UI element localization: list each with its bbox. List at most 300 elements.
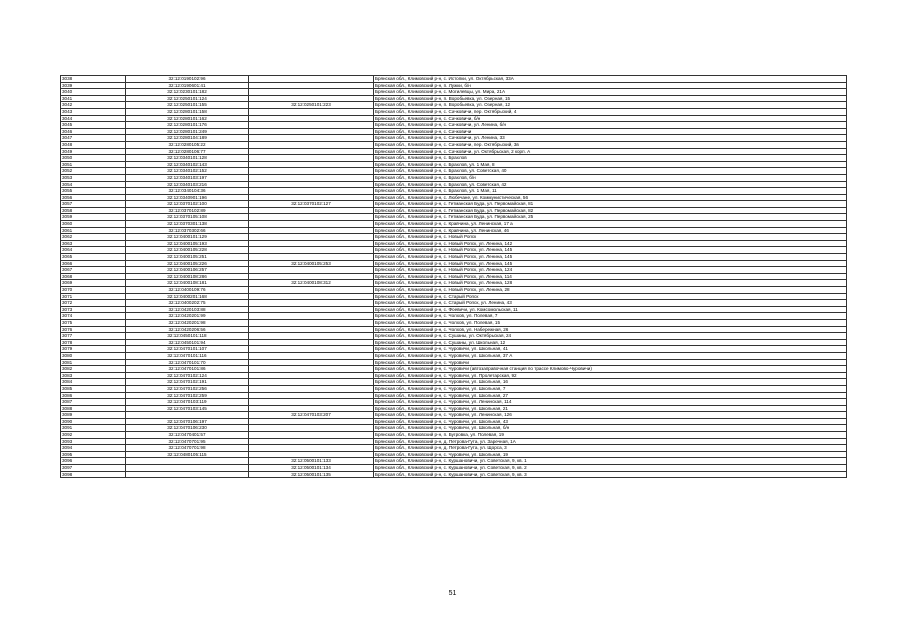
table-row: [61, 148, 847, 155]
cadastral-number-cell: 32:12:0470101:86: [126, 366, 249, 373]
row-number-cell: 3073: [61, 306, 126, 313]
row-number-cell: 3049: [61, 148, 126, 155]
cadastral-number-cell: [126, 458, 249, 465]
address-cell: Брянская обл., Климовский р-н, с. Сачковичи, б/н: [374, 115, 847, 122]
linked-cadastral-number-cell: [249, 379, 374, 386]
address-cell: Брянская обл., Климовский р-н, с. Сачковичи, ул. Октябрьская, 2 корп. А: [374, 148, 847, 155]
table-row: [61, 326, 847, 333]
row-number-cell: 3050: [61, 155, 126, 162]
cadastral-number-cell: 32:12:0420201:99: [126, 313, 249, 320]
row-number-cell: 3064: [61, 247, 126, 254]
cadastral-number-cell: 32:12:0480105:115: [126, 451, 249, 458]
table-row: [61, 174, 847, 181]
row-number-cell: 3044: [61, 115, 126, 122]
address-cell: Брянская обл., Климовский р-н, п. Лужки, б/н: [374, 82, 847, 89]
linked-cadastral-number-cell: [249, 148, 374, 155]
address-cell: Брянская обл., Климовский р-н, с. Новый Ропск, ул. Ленина, 114: [374, 273, 847, 280]
table-row: [61, 240, 847, 247]
table-row: [61, 141, 847, 148]
row-number-cell: 3067: [61, 267, 126, 274]
address-cell: Брянская обл., Климовский р-н, с. Новый Ропск, ул. Ленина, 124: [374, 267, 847, 274]
linked-cadastral-number-cell: [249, 135, 374, 142]
linked-cadastral-number-cell: [249, 254, 374, 261]
address-cell: Брянская обл., Климовский р-н, п. Воробьевка, ул. Озерная, 15: [374, 95, 847, 102]
linked-cadastral-number-cell: [249, 155, 374, 162]
linked-cadastral-number-cell: [249, 392, 374, 399]
address-cell: Брянская обл., Климовский р-н, с. Чолхов, ул. Полевая, 7: [374, 313, 847, 320]
linked-cadastral-number-cell: [249, 352, 374, 359]
row-number-cell: 3077: [61, 333, 126, 340]
address-cell: Брянская обл., Климовский р-н, с. Брахлов, ул. 1 Мая, 11: [374, 188, 847, 195]
table-row: [61, 122, 847, 129]
cadastral-number-cell: 32:12:0190601:41: [126, 82, 249, 89]
row-number-cell: 3074: [61, 313, 126, 320]
cadastral-number-cell: 32:12:0400105:251: [126, 254, 249, 261]
row-number-cell: 3081: [61, 359, 126, 366]
address-cell: Брянская обл., Климовский р-н, с. Новый Ропск: [374, 234, 847, 241]
row-number-cell: 3041: [61, 95, 126, 102]
cadastral-number-cell: 32:12:0470106:197: [126, 418, 249, 425]
linked-cadastral-number-cell: [249, 214, 374, 221]
linked-cadastral-number-cell: [249, 339, 374, 346]
table-row: [61, 135, 847, 142]
row-number-cell: 3062: [61, 234, 126, 241]
table-row: [61, 247, 847, 254]
row-number-cell: 3080: [61, 352, 126, 359]
table-row: [61, 260, 847, 267]
linked-cadastral-number-cell: [249, 385, 374, 392]
linked-cadastral-number-cell: 32:12:0500101:133: [249, 458, 374, 465]
linked-cadastral-number-cell: [249, 359, 374, 366]
cadastral-number-cell: 32:12:0250101:124: [126, 95, 249, 102]
table-row: [61, 445, 847, 452]
cadastral-number-cell: 32:12:0470103:145: [126, 405, 249, 412]
cadastral-number-cell: 32:12:0250101:155: [126, 102, 249, 109]
row-number-cell: 3090: [61, 418, 126, 425]
cadastral-number-cell: 32:12:0470701:98: [126, 445, 249, 452]
cadastral-number-cell: [126, 412, 249, 419]
address-cell: Брянская обл., Климовский р-н, с. Чолхов, ул. Полевая, 15: [374, 319, 847, 326]
address-cell: Брянская обл., Климовский р-н, с. Новый Ропск, ул. Ленина, 145: [374, 260, 847, 267]
row-number-cell: 3070: [61, 287, 126, 294]
cadastral-number-cell: 32:12:0400108:286: [126, 273, 249, 280]
table-row: [61, 346, 847, 353]
row-number-cell: 3087: [61, 399, 126, 406]
table-row: [61, 254, 847, 261]
address-cell: Брянская обл., Климовский р-н, с. Брахлов, б/н: [374, 174, 847, 181]
linked-cadastral-number-cell: [249, 122, 374, 129]
table-row: [61, 339, 847, 346]
row-number-cell: 3093: [61, 438, 126, 445]
cadastral-number-cell: 32:12:0400109:76: [126, 287, 249, 294]
row-number-cell: 3072: [61, 300, 126, 307]
table-row: [61, 313, 847, 320]
linked-cadastral-number-cell: [249, 293, 374, 300]
linked-cadastral-number-cell: 32:12:0470103:207: [249, 412, 374, 419]
row-number-cell: 3063: [61, 240, 126, 247]
cadastral-number-cell: 32:12:0340901:196: [126, 194, 249, 201]
linked-cadastral-number-cell: [249, 300, 374, 307]
row-number-cell: 3048: [61, 141, 126, 148]
row-number-cell: 3045: [61, 122, 126, 129]
row-number-cell: 3095: [61, 451, 126, 458]
address-cell: Брянская обл., Климовский р-н, с. Чолхов, ул. Набережная, 26: [374, 326, 847, 333]
linked-cadastral-number-cell: [249, 445, 374, 452]
table-row: [61, 412, 847, 419]
table-row: [61, 359, 847, 366]
row-number-cell: 3038: [61, 76, 126, 83]
table-row: [61, 128, 847, 135]
row-number-cell: 3084: [61, 379, 126, 386]
linked-cadastral-number-cell: [249, 141, 374, 148]
address-cell: Брянская обл., Климовский р-н, с. Сачковичи, пер. Октябрьский, 3в: [374, 141, 847, 148]
row-number-cell: 3042: [61, 102, 126, 109]
linked-cadastral-number-cell: 32:12:0400108:312: [249, 280, 374, 287]
cadastral-number-cell: 32:12:0470101:116: [126, 352, 249, 359]
table-row: [61, 102, 847, 109]
cadastral-number-cell: 32:12:0190102:96: [126, 76, 249, 83]
linked-cadastral-number-cell: [249, 128, 374, 135]
table-row: [61, 221, 847, 228]
table-row: [61, 372, 847, 379]
row-number-cell: 3079: [61, 346, 126, 353]
address-cell: Брянская обл., Климовский р-н, с. Могилевцы, ул. Мира, 21А: [374, 89, 847, 96]
table-row: [61, 432, 847, 439]
cadastral-number-cell: 32:12:0450101:118: [126, 333, 249, 340]
linked-cadastral-number-cell: [249, 240, 374, 247]
address-cell: Брянская обл., Климовский р-н, с. Гетманская Буда, ул. Первомайская, 25: [374, 214, 847, 221]
cadastral-number-cell: 32:12:0470101:107: [126, 346, 249, 353]
table-row: [61, 465, 847, 472]
cadastral-number-cell: 32:12:0470401:57: [126, 432, 249, 439]
cadastral-number-cell: 32:12:0340103:216: [126, 181, 249, 188]
address-cell: Брянская обл., Климовский р-н, с. Кравчина, ул. Ленинская, 17 а: [374, 221, 847, 228]
row-number-cell: 3043: [61, 108, 126, 115]
linked-cadastral-number-cell: [249, 188, 374, 195]
table-row: [61, 76, 847, 83]
address-cell: Брянская обл., Климовский р-н, с. Сачковичи: [374, 128, 847, 135]
table-row: [61, 234, 847, 241]
row-number-cell: 3083: [61, 372, 126, 379]
row-number-cell: 3069: [61, 280, 126, 287]
property-register-table: [60, 75, 847, 478]
row-number-cell: 3094: [61, 445, 126, 452]
address-cell: Брянская обл., Климовский р-н, с. Сачковичи, ул. Ленина, 33: [374, 135, 847, 142]
cadastral-number-cell: 32:12:0400101:129: [126, 234, 249, 241]
row-number-cell: 3098: [61, 471, 126, 478]
linked-cadastral-number-cell: [249, 82, 374, 89]
row-number-cell: 3097: [61, 465, 126, 472]
address-cell: Брянская обл., Климовский р-н, с. Куршановичи, ул. Советская, 9, кв. 2: [374, 465, 847, 472]
row-number-cell: 3078: [61, 339, 126, 346]
table-row: [61, 319, 847, 326]
table-row: [61, 89, 847, 96]
table-row: [61, 194, 847, 201]
address-cell: Брянская обл., Климовский р-н, с. Новый Ропск, ул. Ленина, 142: [374, 240, 847, 247]
address-cell: Брянская обл., Климовский р-н, с. Брахлов, ул. 1 Мая, 8: [374, 161, 847, 168]
linked-cadastral-number-cell: [249, 234, 374, 241]
linked-cadastral-number-cell: [249, 95, 374, 102]
table-row: [61, 352, 847, 359]
row-number-cell: 3055: [61, 188, 126, 195]
table-row: [61, 293, 847, 300]
address-cell: Брянская обл., Климовский р-н, с. Новый Ропск, ул. Ленина, 28: [374, 287, 847, 294]
address-cell: Брянская обл., Климовский р-н, с. Сушаны, ул. Октябрьская, 24: [374, 333, 847, 340]
cadastral-number-cell: 32:12:0400201:168: [126, 293, 249, 300]
address-cell: Брянская обл., Климовский р-н, с. Фоевичи, ул. Комсомольская, 11: [374, 306, 847, 313]
address-cell: Брянская обл., Климовский р-н, с. Чуровичи, ул. Школьная, б/н: [374, 425, 847, 432]
row-number-cell: 3046: [61, 128, 126, 135]
linked-cadastral-number-cell: [249, 108, 374, 115]
cadastral-number-cell: 32:12:0420206:56: [126, 326, 249, 333]
row-number-cell: 3068: [61, 273, 126, 280]
table-row: [61, 300, 847, 307]
table-row: [61, 161, 847, 168]
table-row: [61, 306, 847, 313]
table-row: [61, 115, 847, 122]
linked-cadastral-number-cell: [249, 174, 374, 181]
address-cell: Брянская обл., Климовский р-н, с. Чуровичи, ул. Школьная, 27: [374, 392, 847, 399]
table-row: [61, 405, 847, 412]
cadastral-number-cell: 32:12:0400108:181: [126, 280, 249, 287]
cadastral-number-cell: 32:12:0370102:89: [126, 207, 249, 214]
cadastral-number-cell: 32:12:0470102:259: [126, 392, 249, 399]
row-number-cell: 3092: [61, 432, 126, 439]
row-number-cell: 3066: [61, 260, 126, 267]
address-cell: Брянская обл., Климовский р-н, с. Брахлов, ул. Советская, 42: [374, 181, 847, 188]
address-cell: Брянская обл., Климовский р-н, с. Старый Ропск, ул. Ленина, 43: [374, 300, 847, 307]
address-cell: Брянская обл., Климовский р-н, с. Чуровичи, ул. Ленинская, 114: [374, 399, 847, 406]
address-cell: Брянская обл., Климовский р-н, с. Чуровичи, ул. Школьная, 19: [374, 451, 847, 458]
linked-cadastral-number-cell: [249, 227, 374, 234]
row-number-cell: 3058: [61, 207, 126, 214]
table-row: [61, 181, 847, 188]
address-cell: Брянская обл., Климовский р-н, с. Новый Ропск, ул. Ленина, 128: [374, 280, 847, 287]
address-cell: Брянская обл., Климовский р-н, с. Брахлов: [374, 155, 847, 162]
table-row: [61, 155, 847, 162]
row-number-cell: 3091: [61, 425, 126, 432]
row-number-cell: 3040: [61, 89, 126, 96]
linked-cadastral-number-cell: [249, 405, 374, 412]
cadastral-number-cell: 32:12:0470102:191: [126, 379, 249, 386]
cadastral-number-cell: 32:12:0280106:77: [126, 148, 249, 155]
linked-cadastral-number-cell: 32:12:0400105:253: [249, 260, 374, 267]
linked-cadastral-number-cell: [249, 287, 374, 294]
cadastral-number-cell: 32:12:0280101:158: [126, 108, 249, 115]
row-number-cell: 3052: [61, 168, 126, 175]
address-cell: Брянская обл., Климовский р-н, с. Чуровичи, ул. Школьная, 21: [374, 405, 847, 412]
row-number-cell: 3096: [61, 458, 126, 465]
table-row: [61, 188, 847, 195]
cadastral-number-cell: 32:12:0230101:182: [126, 89, 249, 96]
table-row: [61, 418, 847, 425]
linked-cadastral-number-cell: [249, 161, 374, 168]
row-number-cell: 3057: [61, 201, 126, 208]
linked-cadastral-number-cell: 32:12:0500101:135: [249, 471, 374, 478]
table-row: [61, 273, 847, 280]
table-row: [61, 425, 847, 432]
cadastral-number-cell: 32:12:0400106:257: [126, 267, 249, 274]
address-cell: Брянская обл., Климовский р-н, с. Любечане, ул. Коммунистическая, 56: [374, 194, 847, 201]
cadastral-number-cell: 32:12:0470701:95: [126, 438, 249, 445]
row-number-cell: 3082: [61, 366, 126, 373]
cadastral-number-cell: 32:12:0370301:138: [126, 221, 249, 228]
row-number-cell: 3059: [61, 214, 126, 221]
linked-cadastral-number-cell: 32:12:0370102:127: [249, 201, 374, 208]
address-cell: Брянская обл., Климовский р-н, с. Чуровичи, ул. Школьная, 7: [374, 385, 847, 392]
row-number-cell: 3061: [61, 227, 126, 234]
row-number-cell: 3071: [61, 293, 126, 300]
row-number-cell: 3088: [61, 405, 126, 412]
address-cell: Брянская обл., Климовский р-н, с. Чуровичи, ул. Школьная, 43: [374, 418, 847, 425]
address-cell: Брянская обл., Климовский р-н, д. Петрова-Гута, ул. Заречная, 1А: [374, 438, 847, 445]
linked-cadastral-number-cell: [249, 432, 374, 439]
linked-cadastral-number-cell: [249, 372, 374, 379]
cadastral-number-cell: 32:12:0280101:249: [126, 128, 249, 135]
address-cell: Брянская обл., Климовский р-н, с. Новый Ропск, ул. Ленина, 145: [374, 247, 847, 254]
linked-cadastral-number-cell: [249, 366, 374, 373]
linked-cadastral-number-cell: [249, 346, 374, 353]
linked-cadastral-number-cell: [249, 181, 374, 188]
address-cell: Брянская обл., Климовский р-н, с. Сачковичи, пер. Октябрьский, 4: [374, 108, 847, 115]
table-row: [61, 392, 847, 399]
linked-cadastral-number-cell: 32:12:0250101:223: [249, 102, 374, 109]
linked-cadastral-number-cell: 32:12:0500101:134: [249, 465, 374, 472]
row-number-cell: 3054: [61, 181, 126, 188]
address-cell: Брянская обл., Климовский р-н, д. Петрова-Гута, ул. Щорса, 3: [374, 445, 847, 452]
table-row: [61, 207, 847, 214]
address-cell: Брянская обл., Климовский р-н, с. Чуровичи, ул. Школьная, 41: [374, 346, 847, 353]
cadastral-number-cell: 32:12:0340104:36: [126, 188, 249, 195]
address-cell: Брянская обл., Климовский р-н, с. Новый Ропск, ул. Ленина, 145: [374, 254, 847, 261]
row-number-cell: 3075: [61, 319, 126, 326]
table-row: [61, 227, 847, 234]
row-number-cell: 3076: [61, 326, 126, 333]
linked-cadastral-number-cell: [249, 319, 374, 326]
address-cell: Брянская обл., Климовский р-н, с. Чуровичи, ул. Ленинская, 126: [374, 412, 847, 419]
cadastral-number-cell: 32:12:0370302:66: [126, 227, 249, 234]
cadastral-number-cell: 32:12:0340103:197: [126, 174, 249, 181]
cadastral-number-cell: 32:12:0470102:124: [126, 372, 249, 379]
cadastral-number-cell: 32:12:0470106:230: [126, 425, 249, 432]
linked-cadastral-number-cell: [249, 306, 374, 313]
table-body: [61, 76, 847, 478]
linked-cadastral-number-cell: [249, 418, 374, 425]
address-cell: Брянская обл., Климовский р-н, с. Чуровичи (автозаправочная станция по трассе Климово-Чуровичи): [374, 366, 847, 373]
linked-cadastral-number-cell: [249, 194, 374, 201]
row-number-cell: 3047: [61, 135, 126, 142]
row-number-cell: 3086: [61, 392, 126, 399]
address-cell: Брянская обл., Климовский р-н, с. Чуровичи, ул. Школьная, 37 А: [374, 352, 847, 359]
address-cell: Брянская обл., Климовский р-н, п. Воробьевка, ул. Озерная, 12: [374, 102, 847, 109]
address-cell: Брянская обл., Климовский р-н, с. Истопки, ул. Октябрьская, 33А: [374, 76, 847, 83]
table-row: [61, 333, 847, 340]
linked-cadastral-number-cell: [249, 399, 374, 406]
address-cell: Брянская обл., Климовский р-н, с. Старый Ропск: [374, 293, 847, 300]
linked-cadastral-number-cell: [249, 425, 374, 432]
linked-cadastral-number-cell: [249, 438, 374, 445]
cadastral-number-cell: 32:12:0400105:193: [126, 240, 249, 247]
cadastral-number-cell: 32:12:0280104:189: [126, 135, 249, 142]
linked-cadastral-number-cell: [249, 313, 374, 320]
table-row: [61, 108, 847, 115]
table-row: [61, 95, 847, 102]
table-row: [61, 399, 847, 406]
address-cell: Брянская обл., Климовский р-н, с. Гетманская Буда, ул. Первомайская, 82: [374, 207, 847, 214]
address-cell: Брянская обл., Климовский р-н, с. Куршановичи, ул. Советская, 9, кв. 3: [374, 471, 847, 478]
linked-cadastral-number-cell: [249, 207, 374, 214]
cadastral-number-cell: 32:12:0280101:162: [126, 115, 249, 122]
table-row: [61, 471, 847, 478]
table-row: [61, 458, 847, 465]
address-cell: Брянская обл., Климовский р-н, с. Кравчина, ул. Ленинская, 46: [374, 227, 847, 234]
cadastral-number-cell: 32:12:0340101:128: [126, 155, 249, 162]
table-row: [61, 287, 847, 294]
linked-cadastral-number-cell: [249, 89, 374, 96]
linked-cadastral-number-cell: [249, 267, 374, 274]
linked-cadastral-number-cell: [249, 451, 374, 458]
cadastral-number-cell: 32:12:0470103:119: [126, 399, 249, 406]
cadastral-number-cell: 32:12:0400105:226: [126, 260, 249, 267]
linked-cadastral-number-cell: [249, 168, 374, 175]
table-row: [61, 366, 847, 373]
address-cell: Брянская обл., Климовский р-н, с. Чуровичи: [374, 359, 847, 366]
row-number-cell: 3060: [61, 221, 126, 228]
cadastral-number-cell: 32:12:0340102:143: [126, 161, 249, 168]
table-row: [61, 438, 847, 445]
table-row: [61, 168, 847, 175]
table-row: [61, 82, 847, 89]
row-number-cell: 3089: [61, 412, 126, 419]
cadastral-number-cell: 32:12:0450101:94: [126, 339, 249, 346]
cadastral-number-cell: [126, 465, 249, 472]
address-cell: Брянская обл., Климовский р-н, с. Чуровичи, ул. Пролетарская, 92: [374, 372, 847, 379]
linked-cadastral-number-cell: [249, 76, 374, 83]
table-row: [61, 214, 847, 221]
cadastral-number-cell: 32:12:0420103:88: [126, 306, 249, 313]
row-number-cell: 3053: [61, 174, 126, 181]
page-number: 51: [448, 590, 457, 597]
linked-cadastral-number-cell: [249, 333, 374, 340]
table-row: [61, 385, 847, 392]
linked-cadastral-number-cell: [249, 247, 374, 254]
cadastral-number-cell: 32:12:0470102:256: [126, 385, 249, 392]
cadastral-number-cell: 32:12:0400202:75: [126, 300, 249, 307]
address-cell: Брянская обл., Климовский р-н, с. Сачковичи, ул. Ленина, б/н: [374, 122, 847, 129]
cadastral-number-cell: [126, 471, 249, 478]
row-number-cell: 3065: [61, 254, 126, 261]
address-cell: Брянская обл., Климовский р-н, с. Куршановичи, ул. Советская, 9, кв. 1: [374, 458, 847, 465]
cadastral-number-cell: 32:12:0420201:98: [126, 319, 249, 326]
address-cell: Брянская обл., Климовский р-н, с. Гетманская Буда, ул. Первомайская, 81: [374, 201, 847, 208]
cadastral-number-cell: 32:12:0400105:228: [126, 247, 249, 254]
linked-cadastral-number-cell: [249, 326, 374, 333]
cadastral-number-cell: 32:12:0470101:70: [126, 359, 249, 366]
row-number-cell: 3056: [61, 194, 126, 201]
cadastral-number-cell: 32:12:0280101:176: [126, 122, 249, 129]
cadastral-number-cell: 32:12:0370102:100: [126, 201, 249, 208]
address-cell: Брянская обл., Климовский р-н, п. Бугровка, ул. Полевая, 19: [374, 432, 847, 439]
cadastral-number-cell: 32:12:0370105:108: [126, 214, 249, 221]
table-row: [61, 201, 847, 208]
linked-cadastral-number-cell: [249, 273, 374, 280]
linked-cadastral-number-cell: [249, 221, 374, 228]
table-row: [61, 280, 847, 287]
cadastral-number-cell: 32:12:0340102:152: [126, 168, 249, 175]
row-number-cell: 3039: [61, 82, 126, 89]
address-cell: Брянская обл., Климовский р-н, с. Чуровичи, ул. Школьная, 16: [374, 379, 847, 386]
row-number-cell: 3051: [61, 161, 126, 168]
